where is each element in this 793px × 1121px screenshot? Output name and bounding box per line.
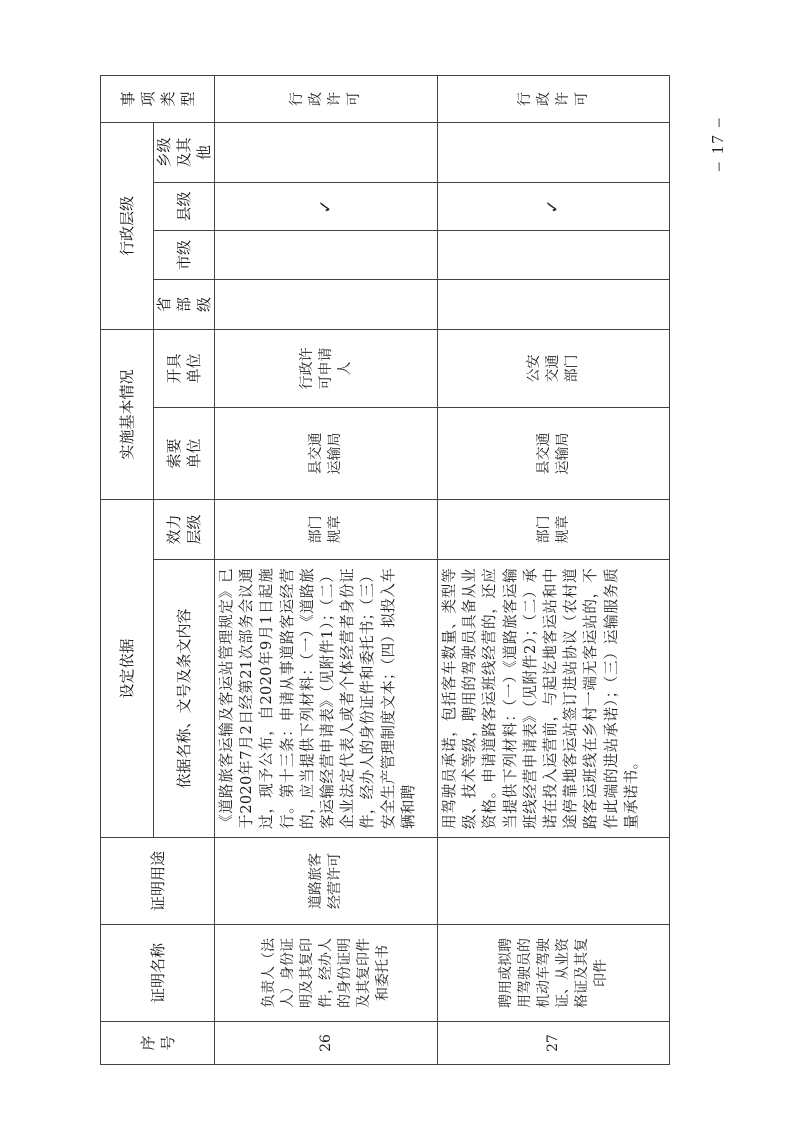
row-city [215, 230, 438, 279]
row-effect-level: 部门规章 [438, 499, 670, 559]
header-admin-group: 行政层级 [101, 122, 154, 329]
header-provincial: 省部级 [154, 279, 215, 329]
row-cert-use [438, 838, 670, 925]
row-issuing-unit: 行政许可申请人 [215, 329, 438, 407]
header-effect-level: 效力层级 [154, 499, 215, 559]
header-cert-use: 证明用途 [101, 838, 215, 925]
header-row-1 [101, 75, 154, 1064]
row-requesting-unit: 县交通运输局 [215, 407, 438, 499]
row-county-check-icon: ✓ [215, 182, 438, 230]
row-provincial [215, 279, 438, 329]
header-cert-name: 证明名称 [101, 925, 215, 1022]
header-requesting-unit: 索要单位 [154, 407, 215, 499]
row-county-check-icon: ✓ [438, 182, 670, 230]
row-township [215, 122, 438, 182]
header-item-type: 事项类型 [101, 75, 215, 122]
row-seq: 26 [215, 1022, 438, 1065]
page-number: – 17 – [708, 116, 727, 171]
row-item-type: 行政许可 [438, 75, 670, 122]
row-basis: 用驾驶员承诺，包括客车数量、类型等级、技术等级，聘用的驾驶员具备从业资格。申请道路客运班线经营的，还应当提供下列材料：（一）《道路旅客运输班线经营申请表》（见附件2）；（二）承诺在投入运营前，与起讫地客运站和中途停靠地客运站签订进站协议（农村道路客运班线在乡村一端无客运站的，不作此端的进站承诺）；（三）运输服务质量承诺书。 [438, 560, 670, 838]
header-impl-group: 实施基本情况 [101, 329, 154, 499]
row-city [438, 230, 670, 279]
certificate-table [100, 75, 670, 1065]
header-city: 市级 [154, 230, 215, 279]
row-basis: 《道路旅客运输及客运站管理规定》已于2020年7月2日经第21次部务会议通过，现予公布，自2020年9月1日起施行。第十三条：申请从事道路客运经营的，应当提供下列材料：（一）《道路旅客运输经营申请表》（见附件1）；（二）企业法定代表人或者个体经营者身份证件，经办人的身份证件和委托书；（三）安全生产管理制度文本；（四）拟投入车辆和聘 [215, 560, 438, 838]
row-issuing-unit: 公安交通部门 [438, 329, 670, 407]
header-county: 县级 [154, 182, 215, 230]
row-effect-level: 部门规章 [215, 499, 438, 559]
row-seq: 27 [438, 1022, 670, 1065]
table-row [215, 75, 438, 1064]
header-issuing-unit: 开具单位 [154, 329, 215, 407]
header-seq: 序号 [101, 1022, 215, 1065]
table-row [438, 75, 670, 1064]
row-cert-use: 道路旅客经营许可 [215, 838, 438, 925]
row-item-type: 行政许可 [215, 75, 438, 122]
header-township: 乡级及其他 [154, 122, 215, 182]
row-township [438, 122, 670, 182]
row-cert-name: 聘用或拟聘用驾驶员的机动车驾驶证、从业资格证及其复印件 [438, 925, 670, 1022]
row-requesting-unit: 县交通运输局 [438, 407, 670, 499]
header-basis-content: 依据名称、文号及条文内容 [154, 560, 215, 838]
row-cert-name: 负责人（法人）身份证明及其复印件，经办人的身份证明及其复印件和委托书 [215, 925, 438, 1022]
row-provincial [438, 279, 670, 329]
header-basis-group: 设定依据 [101, 499, 154, 837]
